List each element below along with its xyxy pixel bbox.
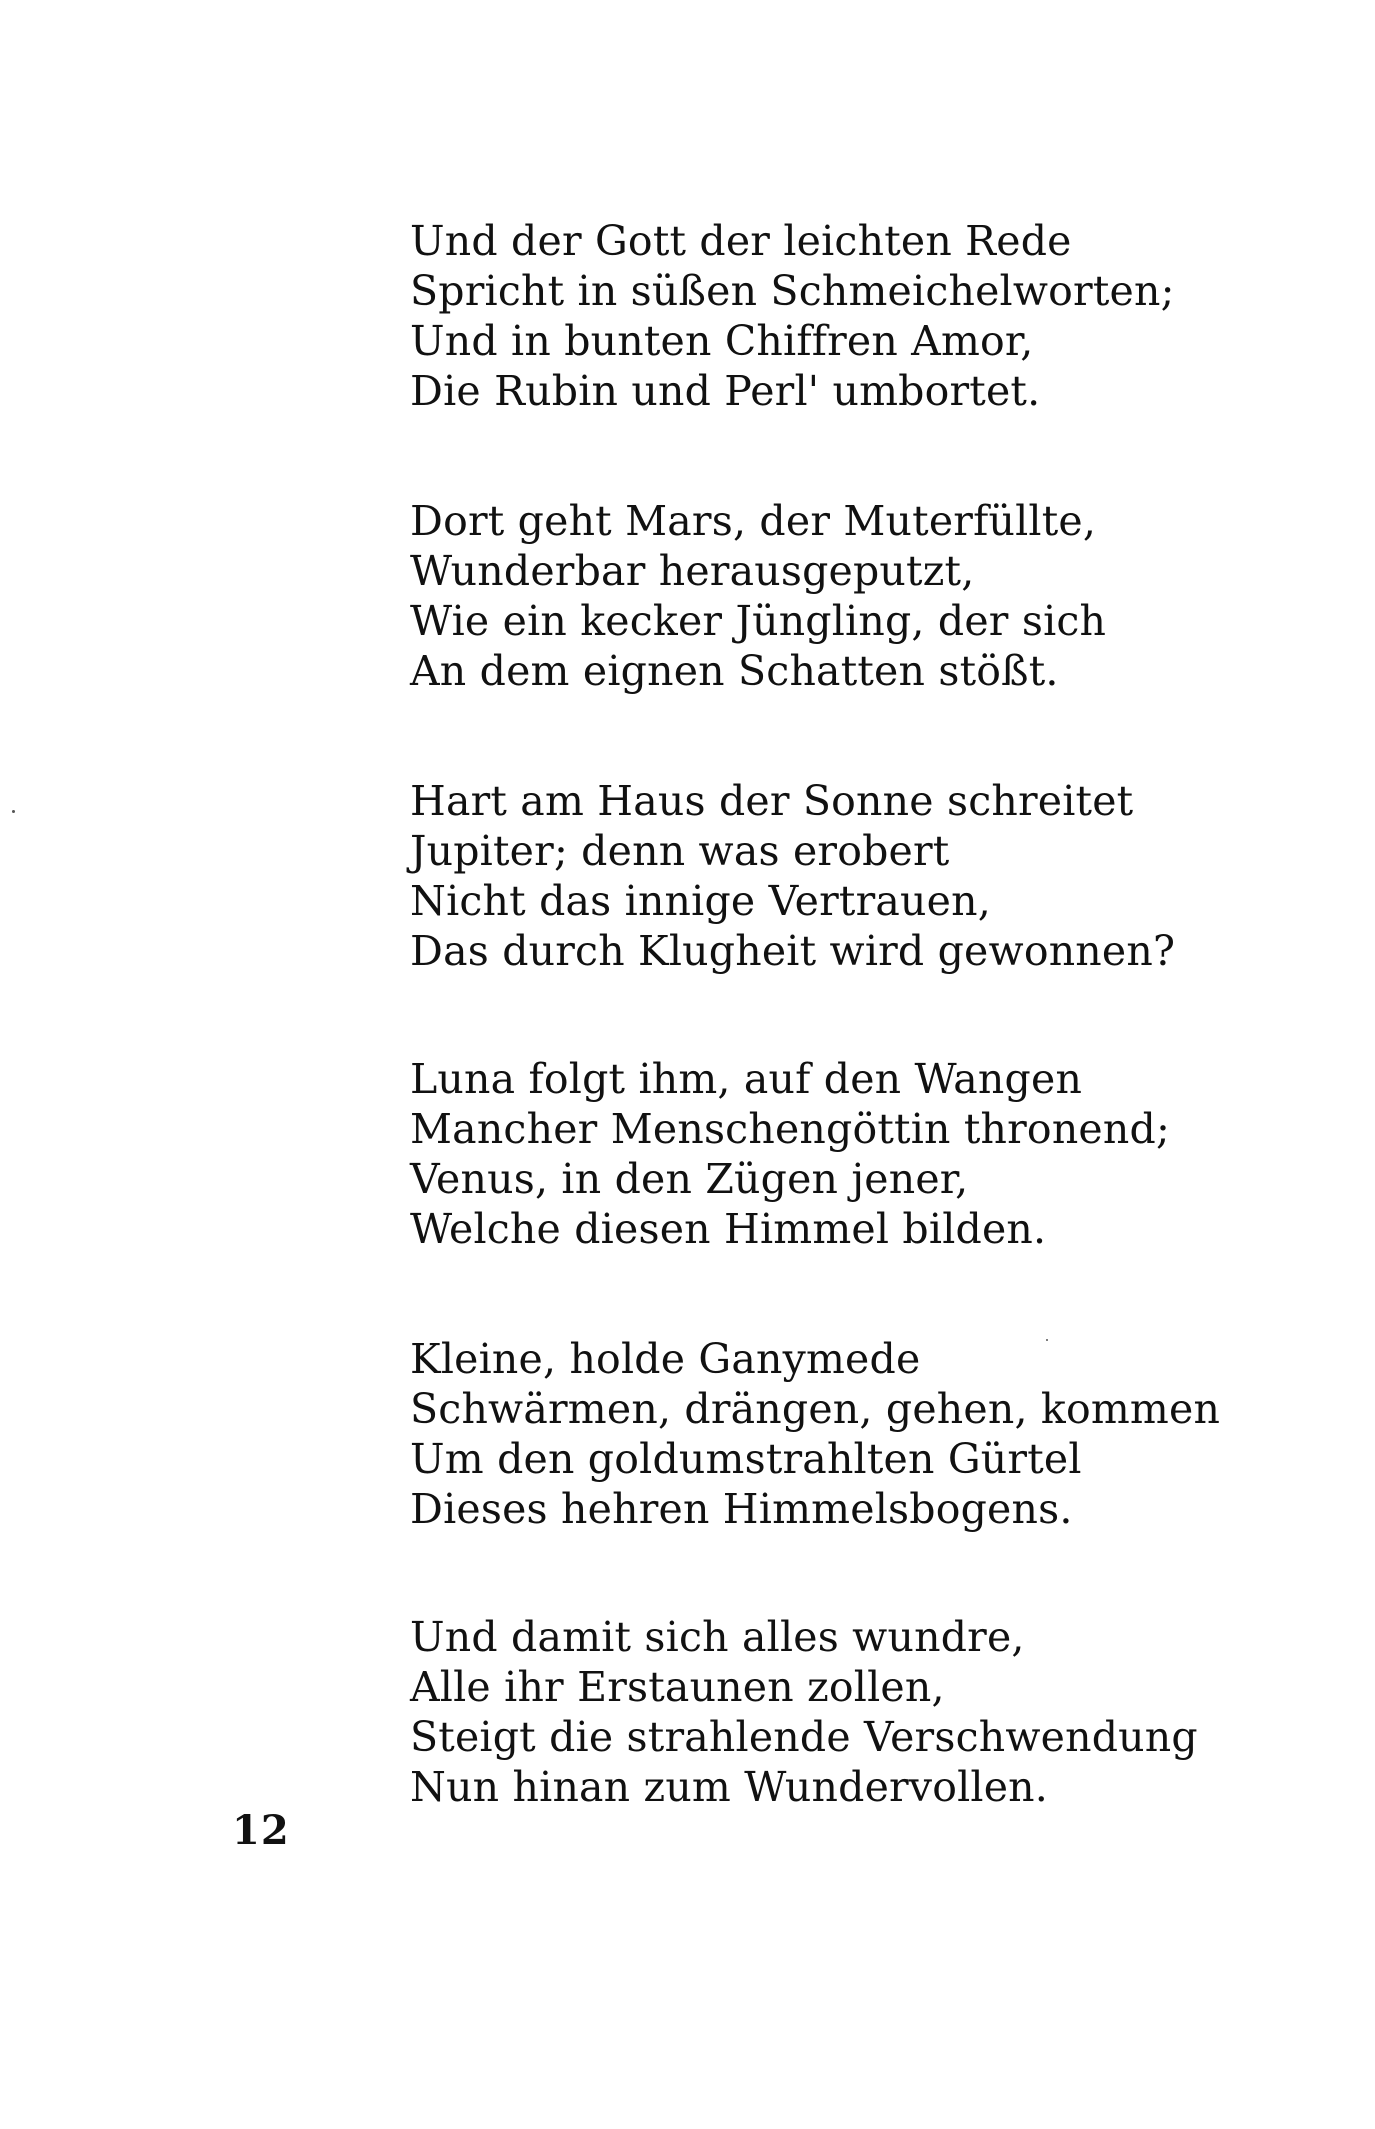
verse-line: Dieses hehren Himmelsbogens. [410, 1485, 1073, 1533]
stanza-6 [410, 1612, 1198, 1812]
verse-line: Luna folgt ihm, auf den Wangen [410, 1055, 1083, 1103]
verse-line: Dort geht Mars, der Muterfüllte, [410, 497, 1097, 545]
verse-line: Venus, in den Zügen jener, [410, 1155, 969, 1203]
stanza-1 [410, 216, 1175, 416]
verse-line: Nun hinan zum Wundervollen. [410, 1763, 1049, 1811]
verse-line: Welche diesen Himmel bilden. [410, 1205, 1047, 1253]
scan-speck [1046, 1339, 1048, 1341]
stanza-3 [410, 776, 1175, 976]
verse-line: Hart am Haus der Sonne schreitet [410, 777, 1134, 825]
verse-line: Jupiter; denn was erobert [410, 827, 950, 875]
scan-speck [12, 810, 15, 813]
stanza-4 [410, 1054, 1170, 1254]
page-number: 12 [232, 1807, 290, 1854]
verse-line: Spricht in süßen Schmeichelworten; [410, 267, 1175, 315]
verse-line: Alle ihr Erstaunen zollen, [410, 1663, 945, 1711]
verse-line: Mancher Menschengöttin thronend; [410, 1105, 1170, 1153]
verse-line: Steigt die strahlende Verschwendung [410, 1713, 1198, 1761]
verse-line: Nicht das innige Vertrauen, [410, 877, 991, 925]
verse-line: Schwärmen, drängen, gehen, kommen [410, 1385, 1221, 1433]
stanza-2 [410, 496, 1106, 696]
verse-line: Wie ein kecker Jüngling, der sich [410, 597, 1107, 645]
verse-line: Und in bunten Chiffren Amor, [410, 317, 1034, 365]
stanza-5 [410, 1334, 1220, 1534]
verse-line: An dem eignen Schatten stößt. [410, 647, 1059, 695]
verse-line: Wunderbar herausgeputzt, [410, 547, 975, 595]
verse-line: Die Rubin und Perl' umbortet. [410, 367, 1041, 415]
verse-line: Um den goldumstrahlten Gürtel [410, 1435, 1082, 1483]
verse-line: Und damit sich alles wundre, [410, 1613, 1025, 1661]
verse-line: Das durch Klugheit wird gewonnen? [410, 927, 1176, 975]
verse-line: Und der Gott der leichten Rede [410, 217, 1072, 265]
verse-line: Kleine, holde Ganymede [410, 1335, 921, 1383]
